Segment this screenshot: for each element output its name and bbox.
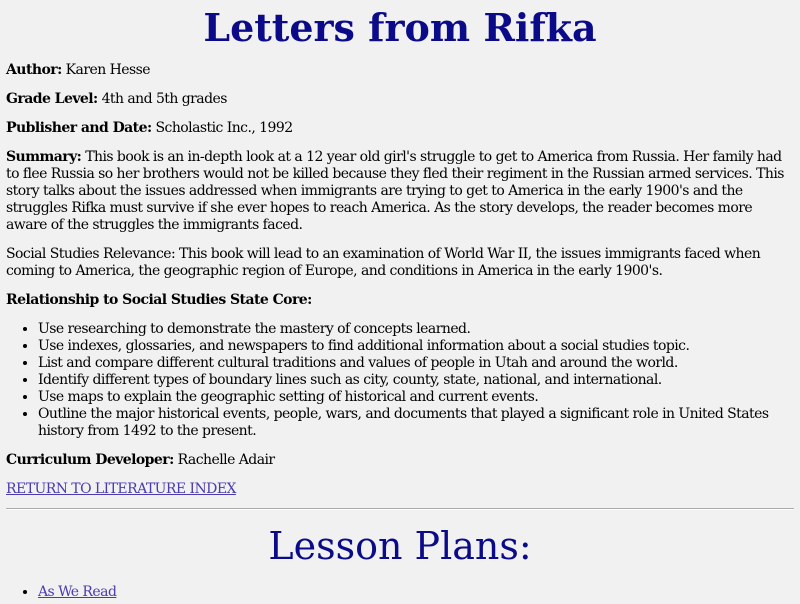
developer-label: Curriculum Developer:: [6, 452, 174, 468]
list-item: • Outline the major historical events, people, wars, and documents that played a significant role in United States history from 1492 to the present.: [38, 406, 794, 440]
return-to-literature-index-link[interactable]: RETURN TO LITERATURE INDEX: [6, 481, 236, 497]
grade-label: Grade Level:: [6, 91, 98, 107]
lesson-plans-heading: Lesson Plans:: [268, 524, 532, 568]
core-heading-text: Relationship to Social Studies State Core:: [6, 292, 312, 308]
list-item: • Use researching to demonstrate the mastery of concepts learned.: [38, 321, 794, 338]
author: [6, 62, 794, 79]
list-item: • Use indexes, glossaries, and newspapers to find additional information about a social studies topic.: [38, 338, 794, 355]
summary: [6, 149, 794, 234]
publisher-label: Publisher and Date:: [6, 120, 152, 136]
summary-text: This book is an in-depth look at a 12 year old girl's struggle to get to America from Russia. Her family had to flee Russia so her brothers would not be killed because they fled their regiment in the Russian armed services. This story talks about the issues addressed when immigrants are trying to get to America in the early 1900's and the struggles Rifka must survive if she ever hopes to reach America. As the story develops, the reader becomes more aware of the struggles the immigrants faced.: [6, 149, 784, 233]
list-item: • List and compare different cultural traditions and values of people in Utah and around the world.: [38, 355, 794, 372]
summary-label: Summary:: [6, 149, 82, 165]
core-list: [6, 321, 794, 440]
lesson-item: [38, 584, 794, 601]
developer-value: Rachelle Adair: [177, 452, 275, 468]
page-title: Letters from Rifka: [203, 5, 597, 50]
list-item: • Identify different types of boundary lines such as city, county, state, national, and international.: [38, 372, 794, 389]
divider: [6, 508, 794, 510]
lesson-link-as-we-read[interactable]: As We Read: [38, 584, 117, 600]
author-label: Author:: [6, 62, 62, 78]
publisher-value: Scholastic Inc., 1992: [155, 120, 293, 136]
developer: [6, 452, 794, 469]
grade-level: [6, 91, 794, 108]
relevance: Social Studies Relevance: This book will lead to an examination of World War II, the issues immigrants faced when coming to America, the geographic region of Europe, and conditions in America in the early 1900's.: [6, 246, 761, 279]
lesson-list: [6, 584, 794, 601]
list-item: • Use maps to explain the geographic setting of historical and current events.: [38, 389, 794, 406]
grade-value: 4th and 5th grades: [101, 91, 227, 107]
core-heading: [6, 292, 794, 309]
publisher: [6, 120, 794, 137]
author-value: Karen Hesse: [65, 62, 150, 78]
